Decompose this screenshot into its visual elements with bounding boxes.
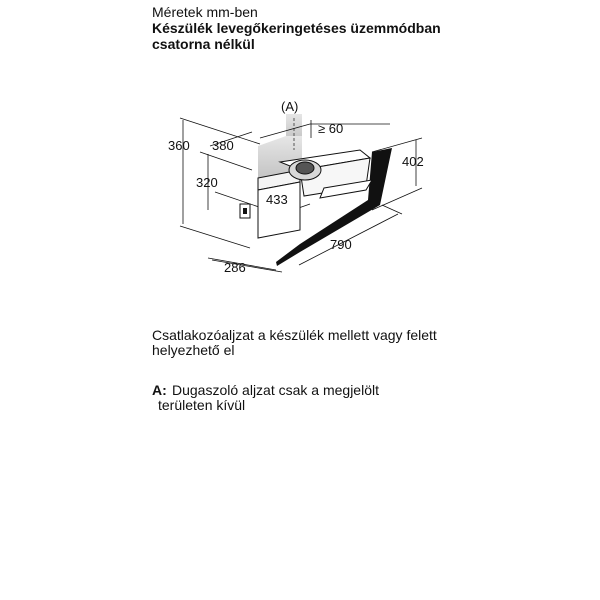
dim-side-depth: 380 xyxy=(212,138,234,153)
note-line-1: Csatlakozóaljzat a készülék mellett vagy felett xyxy=(152,327,437,343)
dim-clearance: ≥ 60 xyxy=(318,121,344,136)
header-title-2: Készülék levegőkeringetéses üzemmódban xyxy=(152,20,441,36)
note-line-2: helyezhető el xyxy=(152,342,235,358)
area-label: (A) xyxy=(281,99,299,114)
dim-total-height: 360 xyxy=(168,138,190,153)
header-title-1: Méretek mm-ben xyxy=(152,4,258,20)
legend-key: A: xyxy=(152,382,167,398)
legend-line-2: területen kívül xyxy=(158,397,246,413)
dim-lower-height: 320 xyxy=(196,175,218,190)
dim-bottom-depth: 286 xyxy=(224,260,246,275)
dim-width: 790 xyxy=(330,237,352,252)
legend-line-1: Dugaszoló aljzat csak a megjelölt xyxy=(172,382,379,398)
dim-right-height: 402 xyxy=(402,154,424,169)
dim-inner-depth: 433 xyxy=(266,192,288,207)
header-title-3: csatorna nélkül xyxy=(152,36,255,52)
